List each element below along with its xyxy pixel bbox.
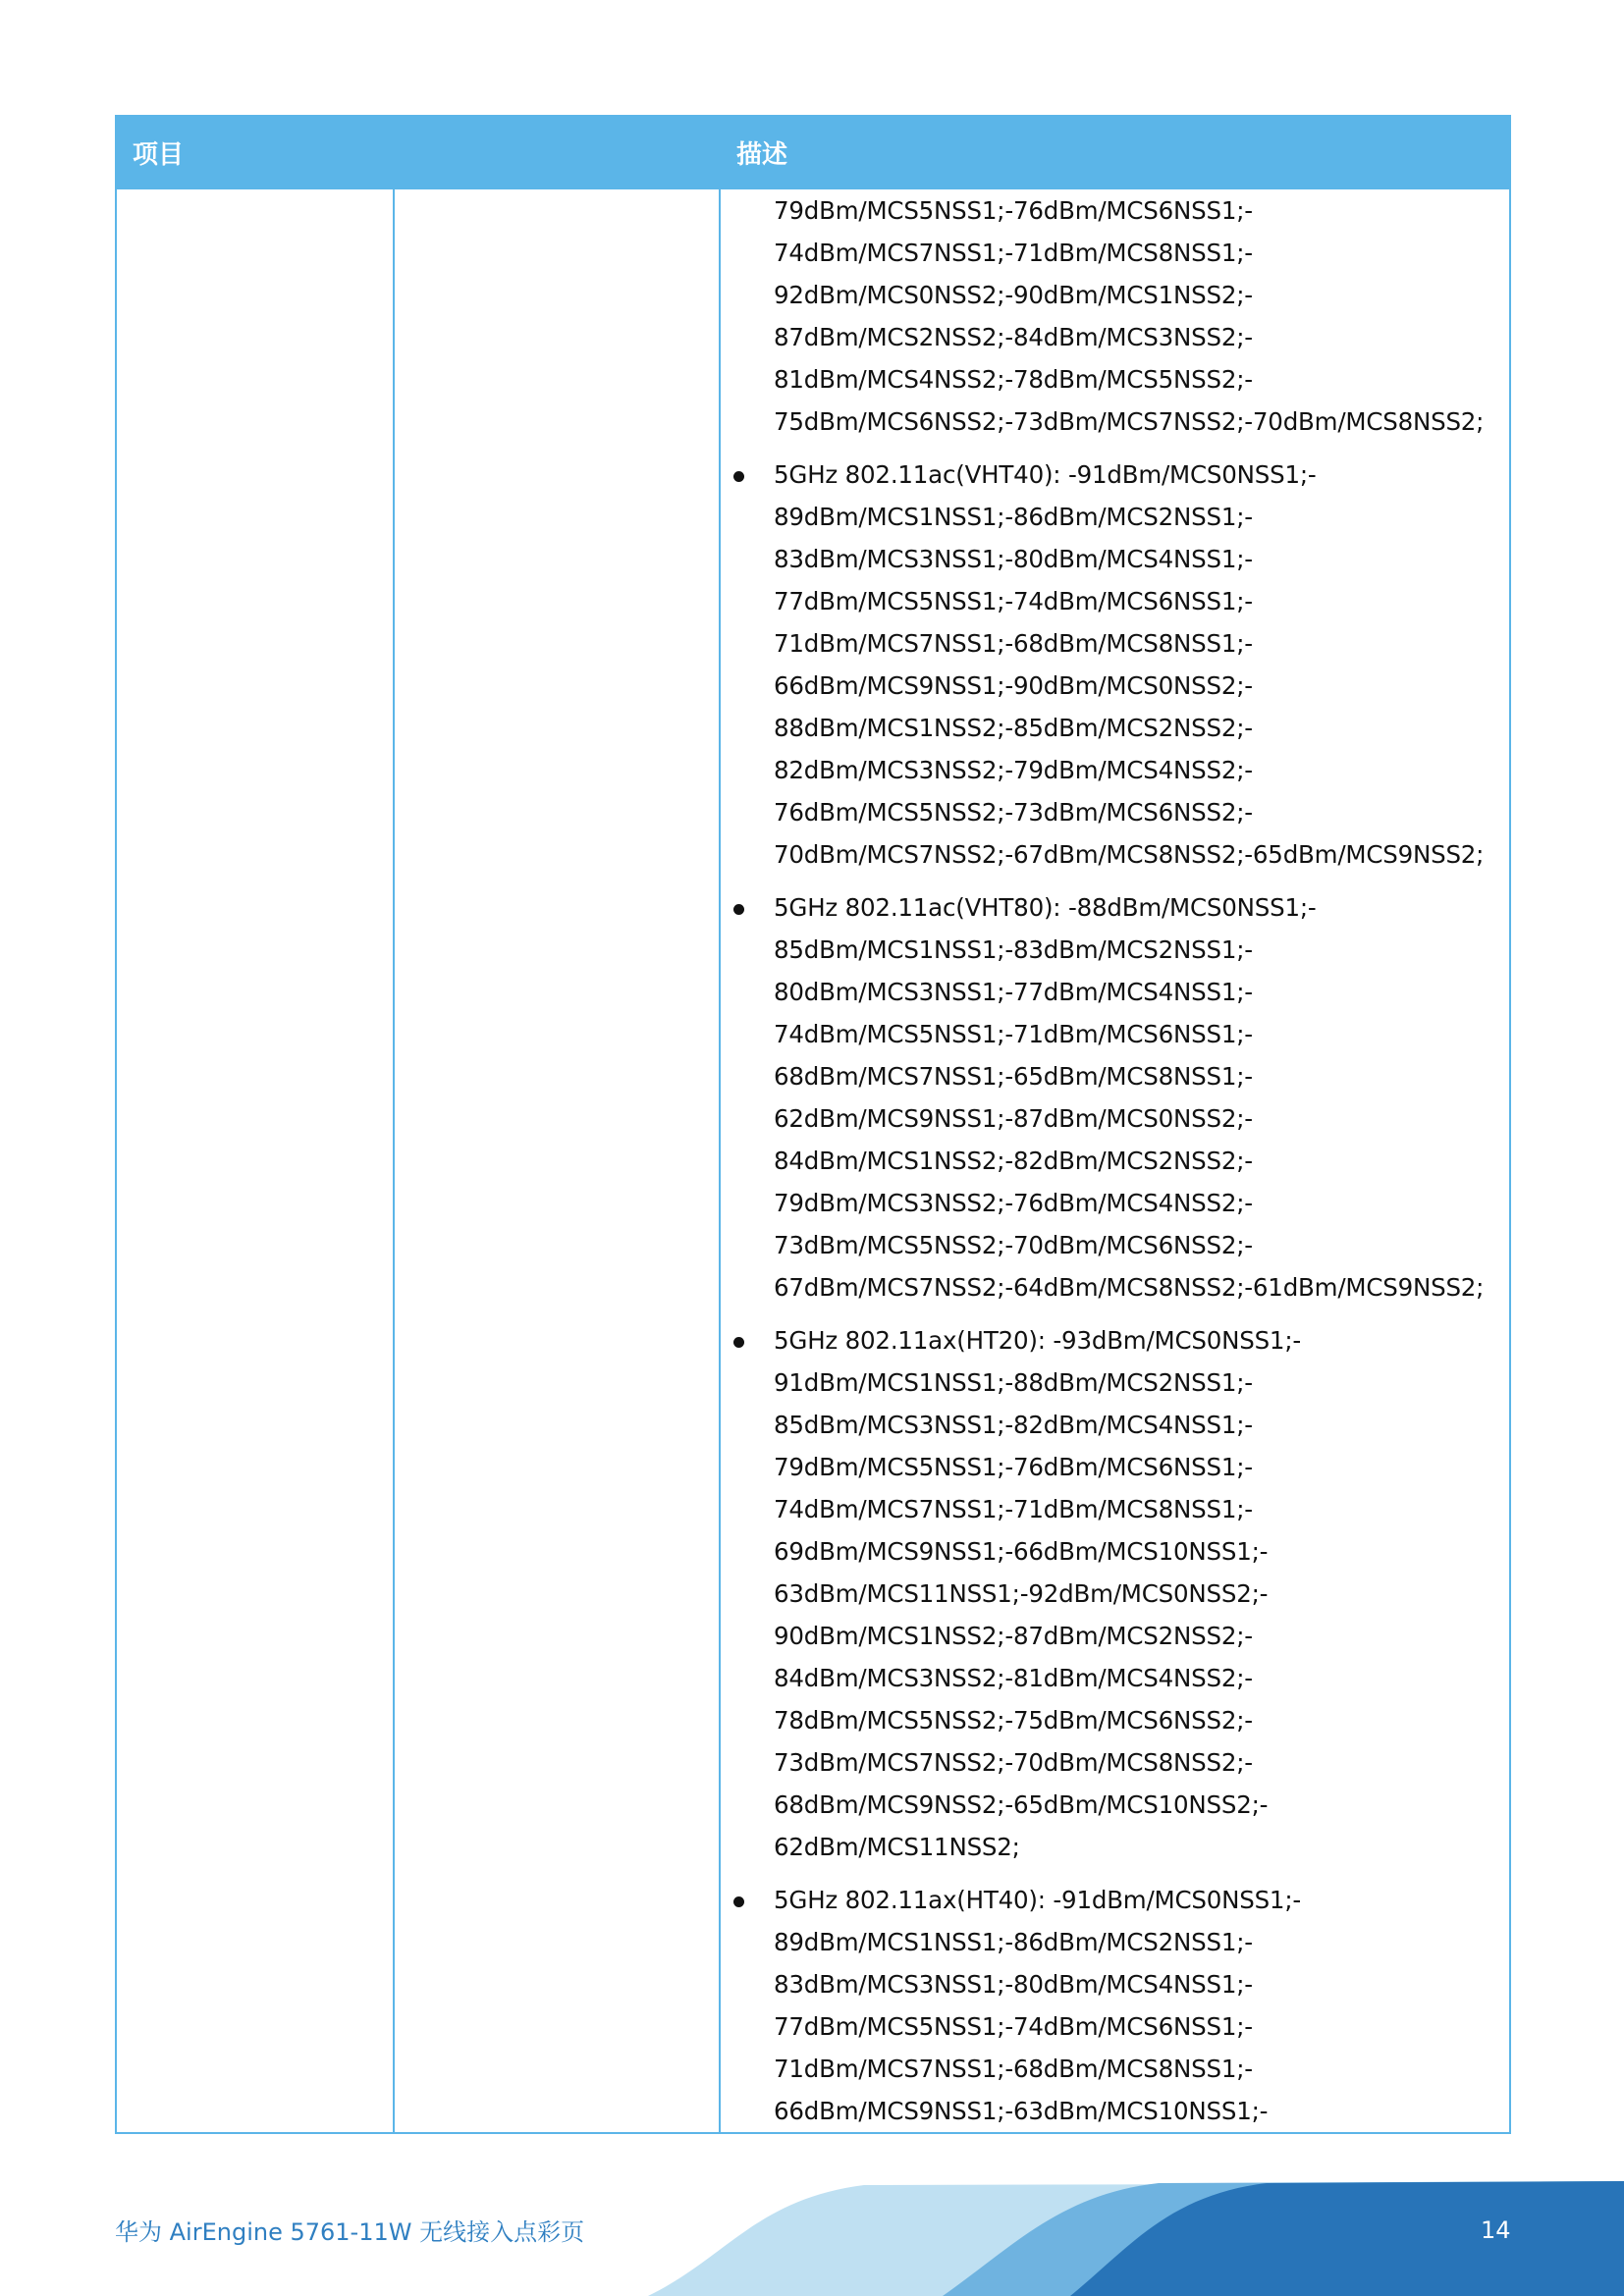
entry-text-line: 79dBm/MCS5NSS1;-76dBm/MCS6NSS1;- (774, 196, 1253, 225)
entry-text-line: 79dBm/MCS5NSS1;-76dBm/MCS6NSS1;- (774, 1453, 1253, 1481)
header-item: 项目 (116, 116, 720, 188)
bullet-icon (733, 1337, 744, 1348)
bullet-list-item (721, 1879, 1509, 2132)
table-row (116, 188, 1510, 2133)
entry-text-line: 69dBm/MCS9NSS1;-66dBm/MCS10NSS1;- (774, 1537, 1269, 1566)
entry-text-line: 62dBm/MCS9NSS1;-87dBm/MCS0NSS2;- (774, 1104, 1253, 1133)
page-number: 14 (1481, 2216, 1511, 2244)
footer-title: 华为 AirEngine 5761-11W 无线接入点彩页 (115, 2218, 585, 2246)
entry-text-line: 78dBm/MCS5NSS2;-75dBm/MCS6NSS2;- (774, 1706, 1253, 1735)
entry-text-line: 79dBm/MCS3NSS2;-76dBm/MCS4NSS2;- (774, 1189, 1253, 1217)
entry-text-line: 71dBm/MCS7NSS1;-68dBm/MCS8NSS1;- (774, 2055, 1253, 2083)
entry-text-line: 5GHz 802.11ac(VHT80): -88dBm/MCS0NSS1;- (774, 893, 1317, 922)
description-cell (720, 188, 1510, 2133)
entry-text-line: 83dBm/MCS3NSS1;-80dBm/MCS4NSS1;- (774, 1970, 1253, 1999)
entry-text-line: 89dBm/MCS1NSS1;-86dBm/MCS2NSS1;- (774, 1928, 1253, 1956)
entry-text-line: 84dBm/MCS1NSS2;-82dBm/MCS2NSS2;- (774, 1147, 1253, 1175)
entry-text-line: 71dBm/MCS7NSS1;-68dBm/MCS8NSS1;- (774, 629, 1253, 658)
entry-text-line: 85dBm/MCS3NSS1;-82dBm/MCS4NSS1;- (774, 1411, 1253, 1439)
entry-text-line: 66dBm/MCS9NSS1;-63dBm/MCS10NSS1;- (774, 2097, 1269, 2125)
subitem-cell (394, 188, 720, 2133)
entry-text-line: 88dBm/MCS1NSS2;-85dBm/MCS2NSS2;- (774, 714, 1253, 742)
description-list (721, 189, 1509, 2132)
entry-text-line: 85dBm/MCS1NSS1;-83dBm/MCS2NSS1;- (774, 935, 1253, 964)
entry-text-line: 90dBm/MCS1NSS2;-87dBm/MCS2NSS2;- (774, 1622, 1253, 1650)
bullet-list-item (721, 454, 1509, 876)
entry-text-line: 67dBm/MCS7NSS2;-64dBm/MCS8NSS2;-61dBm/MCS9NSS2; (774, 1273, 1485, 1302)
entry-text-line: 74dBm/MCS7NSS1;-71dBm/MCS8NSS1;- (774, 239, 1253, 267)
entry-text-line: 76dBm/MCS5NSS2;-73dBm/MCS6NSS2;- (774, 798, 1253, 827)
bullet-icon (733, 1896, 744, 1907)
entry-text-line: 82dBm/MCS3NSS2;-79dBm/MCS4NSS2;- (774, 756, 1253, 784)
bullet-list-item (721, 1319, 1509, 1868)
continued-list-item (721, 189, 1509, 443)
entry-text-line: 63dBm/MCS11NSS1;-92dBm/MCS0NSS2;- (774, 1579, 1269, 1608)
entry-text-line: 83dBm/MCS3NSS1;-80dBm/MCS4NSS1;- (774, 545, 1253, 573)
item-cell (116, 188, 394, 2133)
entry-text-line: 5GHz 802.11ax(HT40): -91dBm/MCS0NSS1;- (774, 1886, 1302, 1914)
entry-text-line: 87dBm/MCS2NSS2;-84dBm/MCS3NSS2;- (774, 323, 1253, 351)
entry-text-line: 74dBm/MCS7NSS1;-71dBm/MCS8NSS1;- (774, 1495, 1253, 1523)
entry-text-line: 80dBm/MCS3NSS1;-77dBm/MCS4NSS1;- (774, 978, 1253, 1006)
entry-text-line: 70dBm/MCS7NSS2;-67dBm/MCS8NSS2;-65dBm/MCS9NSS2; (774, 840, 1485, 869)
header-description: 描述 (720, 116, 1510, 188)
entry-text-line: 62dBm/MCS11NSS2; (774, 1833, 1020, 1861)
entry-text-line: 77dBm/MCS5NSS1;-74dBm/MCS6NSS1;- (774, 2012, 1253, 2041)
entry-text-line: 74dBm/MCS5NSS1;-71dBm/MCS6NSS1;- (774, 1020, 1253, 1048)
entry-text-line: 73dBm/MCS7NSS2;-70dBm/MCS8NSS2;- (774, 1748, 1253, 1777)
entry-text-line: 84dBm/MCS3NSS2;-81dBm/MCS4NSS2;- (774, 1664, 1253, 1692)
entry-text-line: 89dBm/MCS1NSS1;-86dBm/MCS2NSS1;- (774, 503, 1253, 531)
entry-text-line: 73dBm/MCS5NSS2;-70dBm/MCS6NSS2;- (774, 1231, 1253, 1259)
entry-text-line: 66dBm/MCS9NSS1;-90dBm/MCS0NSS2;- (774, 671, 1253, 700)
entry-text-line: 68dBm/MCS7NSS1;-65dBm/MCS8NSS1;- (774, 1062, 1253, 1091)
entry-text-line: 75dBm/MCS6NSS2;-73dBm/MCS7NSS2;-70dBm/MCS8NSS2; (774, 407, 1485, 436)
entry-text-line: 92dBm/MCS0NSS2;-90dBm/MCS1NSS2;- (774, 281, 1253, 309)
entry-text-line: 68dBm/MCS9NSS2;-65dBm/MCS10NSS2;- (774, 1790, 1269, 1819)
bullet-list-item (721, 886, 1509, 1308)
bullet-icon (733, 904, 744, 915)
spec-table (115, 115, 1511, 2134)
entry-text-line: 77dBm/MCS5NSS1;-74dBm/MCS6NSS1;- (774, 587, 1253, 615)
entry-text-line: 5GHz 802.11ax(HT20): -93dBm/MCS0NSS1;- (774, 1326, 1302, 1355)
entry-text-line: 81dBm/MCS4NSS2;-78dBm/MCS5NSS2;- (774, 365, 1253, 394)
entry-text-line: 5GHz 802.11ac(VHT40): -91dBm/MCS0NSS1;- (774, 460, 1317, 489)
entry-text-line: 91dBm/MCS1NSS1;-88dBm/MCS2NSS1;- (774, 1368, 1253, 1397)
bullet-icon (733, 471, 744, 482)
table-header-row (116, 116, 1510, 188)
